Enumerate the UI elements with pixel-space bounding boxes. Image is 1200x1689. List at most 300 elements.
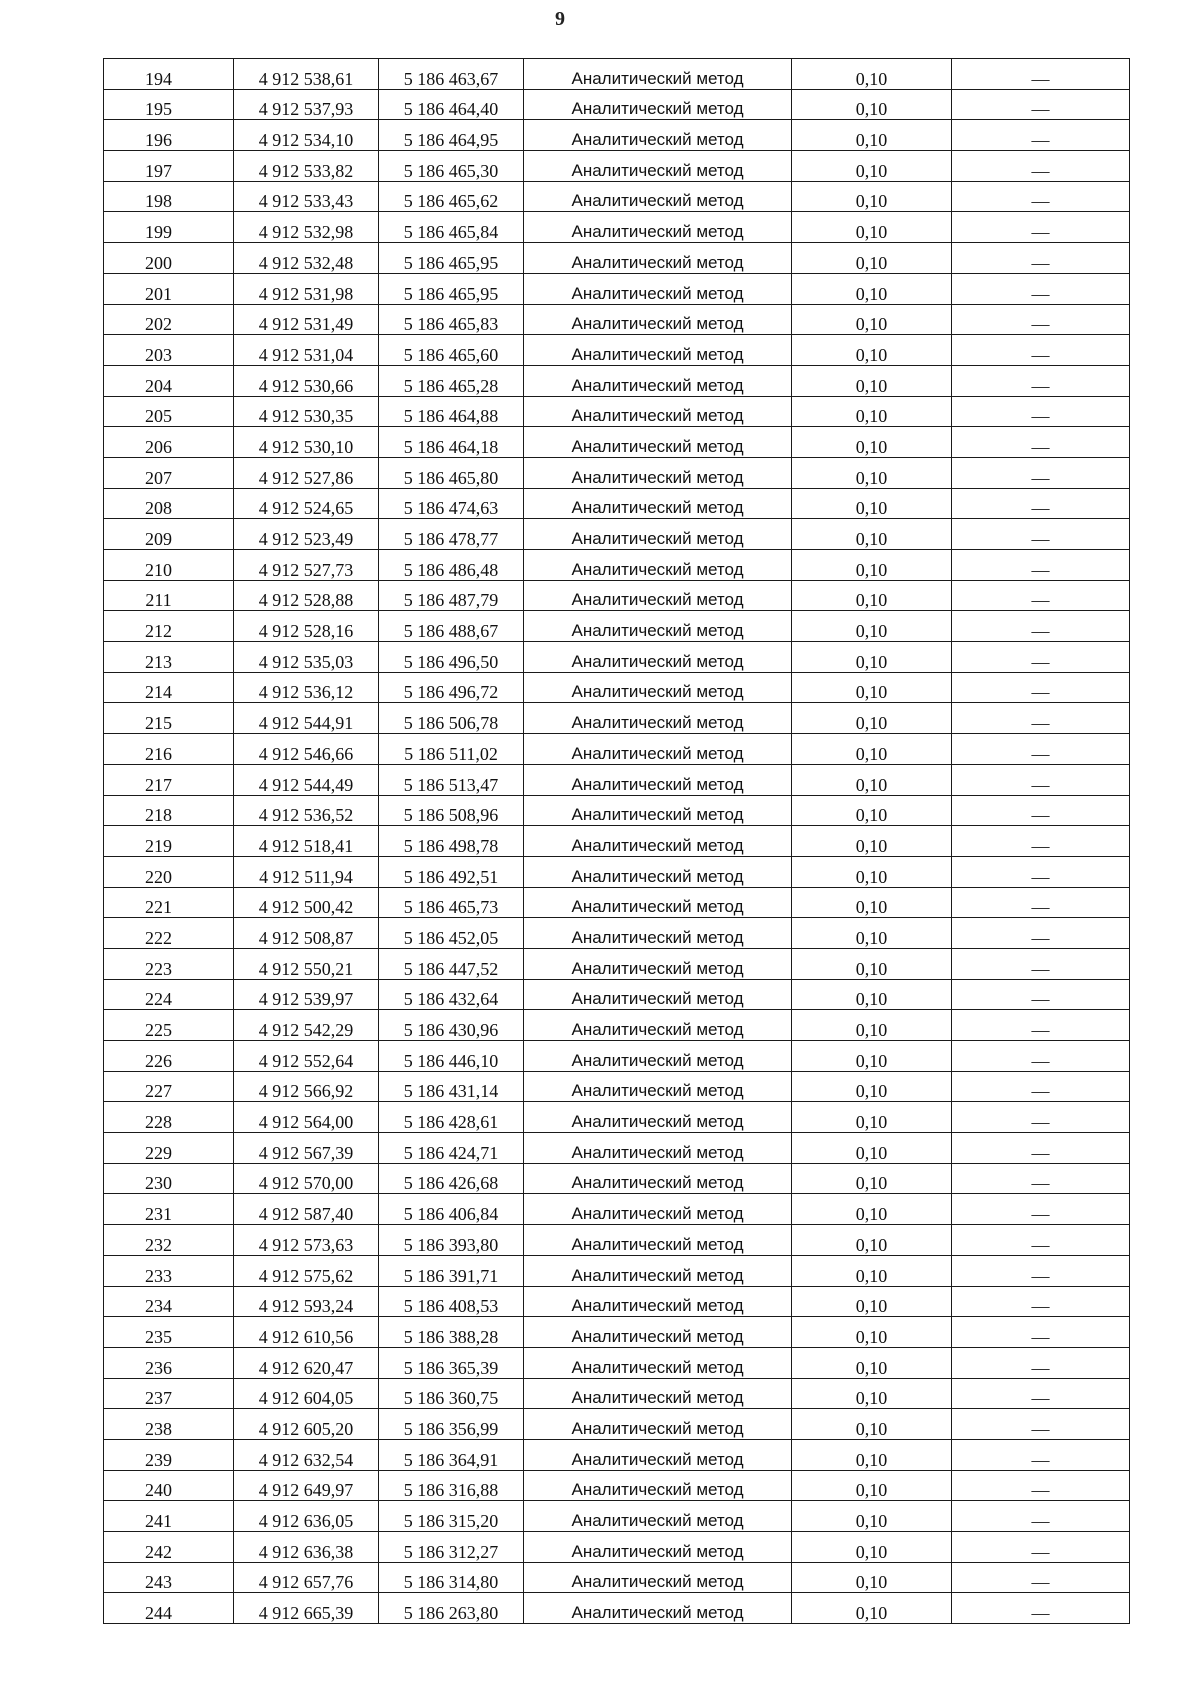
accuracy-cell: 0,10 — [792, 181, 952, 212]
method-cell: Аналитический метод — [524, 335, 792, 366]
point-number-cell: 231 — [104, 1194, 234, 1225]
table-row — [104, 918, 1130, 949]
accuracy-cell: 0,10 — [792, 826, 952, 857]
extra-cell: — — [952, 1593, 1130, 1624]
x-coordinate-cell: 4 912 532,98 — [234, 212, 379, 243]
extra-cell: — — [952, 1163, 1130, 1194]
point-number-cell: 227 — [104, 1071, 234, 1102]
point-number-cell: 244 — [104, 1593, 234, 1624]
method-cell: Аналитический метод — [524, 795, 792, 826]
accuracy-cell: 0,10 — [792, 365, 952, 396]
extra-cell: — — [952, 273, 1130, 304]
table-row — [104, 1562, 1130, 1593]
table-row — [104, 1194, 1130, 1225]
x-coordinate-cell: 4 912 528,16 — [234, 611, 379, 642]
extra-cell: — — [952, 611, 1130, 642]
extra-cell: — — [952, 1378, 1130, 1409]
point-number-cell: 204 — [104, 365, 234, 396]
y-coordinate-cell: 5 186 360,75 — [379, 1378, 524, 1409]
y-coordinate-cell: 5 186 465,62 — [379, 181, 524, 212]
table-row — [104, 550, 1130, 581]
y-coordinate-cell: 5 186 465,83 — [379, 304, 524, 335]
table-row — [104, 611, 1130, 642]
method-cell: Аналитический метод — [524, 304, 792, 335]
method-cell: Аналитический метод — [524, 181, 792, 212]
extra-cell: — — [952, 457, 1130, 488]
point-number-cell: 206 — [104, 427, 234, 458]
table-row — [104, 1041, 1130, 1072]
x-coordinate-cell: 4 912 524,65 — [234, 488, 379, 519]
method-cell: Аналитический метод — [524, 59, 792, 90]
point-number-cell: 217 — [104, 764, 234, 795]
x-coordinate-cell: 4 912 575,62 — [234, 1255, 379, 1286]
point-number-cell: 197 — [104, 151, 234, 182]
method-cell: Аналитический метод — [524, 1255, 792, 1286]
table-row — [104, 856, 1130, 887]
x-coordinate-cell: 4 912 566,92 — [234, 1071, 379, 1102]
extra-cell: — — [952, 979, 1130, 1010]
extra-cell: — — [952, 89, 1130, 120]
extra-cell: — — [952, 396, 1130, 427]
page-number: 9 — [555, 8, 565, 30]
point-number-cell: 225 — [104, 1010, 234, 1041]
extra-cell: — — [952, 212, 1130, 243]
y-coordinate-cell: 5 186 511,02 — [379, 734, 524, 765]
point-number-cell: 240 — [104, 1470, 234, 1501]
method-cell: Аналитический метод — [524, 1347, 792, 1378]
accuracy-cell: 0,10 — [792, 1470, 952, 1501]
point-number-cell: 224 — [104, 979, 234, 1010]
x-coordinate-cell: 4 912 546,66 — [234, 734, 379, 765]
accuracy-cell: 0,10 — [792, 550, 952, 581]
y-coordinate-cell: 5 186 464,40 — [379, 89, 524, 120]
y-coordinate-cell: 5 186 446,10 — [379, 1041, 524, 1072]
table-row — [104, 1071, 1130, 1102]
x-coordinate-cell: 4 912 573,63 — [234, 1225, 379, 1256]
accuracy-cell: 0,10 — [792, 1010, 952, 1041]
extra-cell: — — [952, 1317, 1130, 1348]
extra-cell: — — [952, 703, 1130, 734]
x-coordinate-cell: 4 912 593,24 — [234, 1286, 379, 1317]
point-number-cell: 228 — [104, 1102, 234, 1133]
table-row — [104, 1286, 1130, 1317]
table-row — [104, 243, 1130, 274]
accuracy-cell: 0,10 — [792, 1532, 952, 1563]
method-cell: Аналитический метод — [524, 887, 792, 918]
y-coordinate-cell: 5 186 464,88 — [379, 396, 524, 427]
x-coordinate-cell: 4 912 527,86 — [234, 457, 379, 488]
y-coordinate-cell: 5 186 508,96 — [379, 795, 524, 826]
x-coordinate-cell: 4 912 605,20 — [234, 1409, 379, 1440]
extra-cell: — — [952, 1409, 1130, 1440]
extra-cell: — — [952, 59, 1130, 90]
y-coordinate-cell: 5 186 393,80 — [379, 1225, 524, 1256]
accuracy-cell: 0,10 — [792, 734, 952, 765]
method-cell: Аналитический метод — [524, 1593, 792, 1624]
point-number-cell: 222 — [104, 918, 234, 949]
x-coordinate-cell: 4 912 511,94 — [234, 856, 379, 887]
y-coordinate-cell: 5 186 356,99 — [379, 1409, 524, 1440]
y-coordinate-cell: 5 186 492,51 — [379, 856, 524, 887]
y-coordinate-cell: 5 186 464,95 — [379, 120, 524, 151]
extra-cell: — — [952, 826, 1130, 857]
point-number-cell: 232 — [104, 1225, 234, 1256]
x-coordinate-cell: 4 912 632,54 — [234, 1439, 379, 1470]
extra-cell: — — [952, 1102, 1130, 1133]
method-cell: Аналитический метод — [524, 120, 792, 151]
x-coordinate-cell: 4 912 528,88 — [234, 580, 379, 611]
accuracy-cell: 0,10 — [792, 1225, 952, 1256]
point-number-cell: 208 — [104, 488, 234, 519]
accuracy-cell: 0,10 — [792, 580, 952, 611]
table-row — [104, 1501, 1130, 1532]
point-number-cell: 243 — [104, 1562, 234, 1593]
method-cell: Аналитический метод — [524, 488, 792, 519]
accuracy-cell: 0,10 — [792, 212, 952, 243]
point-number-cell: 219 — [104, 826, 234, 857]
accuracy-cell: 0,10 — [792, 120, 952, 151]
method-cell: Аналитический метод — [524, 396, 792, 427]
y-coordinate-cell: 5 186 430,96 — [379, 1010, 524, 1041]
extra-cell: — — [952, 1133, 1130, 1164]
point-number-cell: 201 — [104, 273, 234, 304]
x-coordinate-cell: 4 912 531,04 — [234, 335, 379, 366]
x-coordinate-cell: 4 912 531,98 — [234, 273, 379, 304]
extra-cell: — — [952, 642, 1130, 673]
table-row — [104, 427, 1130, 458]
accuracy-cell: 0,10 — [792, 1439, 952, 1470]
x-coordinate-cell: 4 912 567,39 — [234, 1133, 379, 1164]
point-number-cell: 211 — [104, 580, 234, 611]
table-row — [104, 1593, 1130, 1624]
method-cell: Аналитический метод — [524, 1470, 792, 1501]
point-number-cell: 237 — [104, 1378, 234, 1409]
y-coordinate-cell: 5 186 432,64 — [379, 979, 524, 1010]
method-cell: Аналитический метод — [524, 611, 792, 642]
extra-cell: — — [952, 1347, 1130, 1378]
accuracy-cell: 0,10 — [792, 1255, 952, 1286]
extra-cell: — — [952, 304, 1130, 335]
x-coordinate-cell: 4 912 552,64 — [234, 1041, 379, 1072]
method-cell: Аналитический метод — [524, 1010, 792, 1041]
x-coordinate-cell: 4 912 610,56 — [234, 1317, 379, 1348]
x-coordinate-cell: 4 912 518,41 — [234, 826, 379, 857]
point-number-cell: 214 — [104, 672, 234, 703]
point-number-cell: 215 — [104, 703, 234, 734]
accuracy-cell: 0,10 — [792, 887, 952, 918]
point-number-cell: 199 — [104, 212, 234, 243]
point-number-cell: 233 — [104, 1255, 234, 1286]
point-number-cell: 194 — [104, 59, 234, 90]
table-row — [104, 1378, 1130, 1409]
method-cell: Аналитический метод — [524, 365, 792, 396]
x-coordinate-cell: 4 912 530,66 — [234, 365, 379, 396]
extra-cell: — — [952, 120, 1130, 151]
x-coordinate-cell: 4 912 533,82 — [234, 151, 379, 182]
extra-cell: — — [952, 1286, 1130, 1317]
point-number-cell: 210 — [104, 550, 234, 581]
extra-cell: — — [952, 243, 1130, 274]
table-row — [104, 580, 1130, 611]
extra-cell: — — [952, 1470, 1130, 1501]
accuracy-cell: 0,10 — [792, 795, 952, 826]
table-row — [104, 1347, 1130, 1378]
accuracy-cell: 0,10 — [792, 273, 952, 304]
x-coordinate-cell: 4 912 570,00 — [234, 1163, 379, 1194]
table-row — [104, 948, 1130, 979]
method-cell: Аналитический метод — [524, 1133, 792, 1164]
x-coordinate-cell: 4 912 620,47 — [234, 1347, 379, 1378]
point-number-cell: 195 — [104, 89, 234, 120]
method-cell: Аналитический метод — [524, 89, 792, 120]
table-row — [104, 1317, 1130, 1348]
y-coordinate-cell: 5 186 478,77 — [379, 519, 524, 550]
accuracy-cell: 0,10 — [792, 304, 952, 335]
accuracy-cell: 0,10 — [792, 1378, 952, 1409]
point-number-cell: 234 — [104, 1286, 234, 1317]
point-number-cell: 223 — [104, 948, 234, 979]
accuracy-cell: 0,10 — [792, 519, 952, 550]
x-coordinate-cell: 4 912 544,91 — [234, 703, 379, 734]
accuracy-cell: 0,10 — [792, 151, 952, 182]
point-number-cell: 196 — [104, 120, 234, 151]
point-number-cell: 241 — [104, 1501, 234, 1532]
accuracy-cell: 0,10 — [792, 1071, 952, 1102]
point-number-cell: 212 — [104, 611, 234, 642]
point-number-cell: 235 — [104, 1317, 234, 1348]
table-row — [104, 672, 1130, 703]
y-coordinate-cell: 5 186 428,61 — [379, 1102, 524, 1133]
accuracy-cell: 0,10 — [792, 856, 952, 887]
method-cell: Аналитический метод — [524, 550, 792, 581]
y-coordinate-cell: 5 186 465,28 — [379, 365, 524, 396]
extra-cell: — — [952, 1255, 1130, 1286]
method-cell: Аналитический метод — [524, 212, 792, 243]
point-number-cell: 236 — [104, 1347, 234, 1378]
method-cell: Аналитический метод — [524, 1501, 792, 1532]
x-coordinate-cell: 4 912 536,12 — [234, 672, 379, 703]
method-cell: Аналитический метод — [524, 1409, 792, 1440]
method-cell: Аналитический метод — [524, 243, 792, 274]
accuracy-cell: 0,10 — [792, 948, 952, 979]
accuracy-cell: 0,10 — [792, 1409, 952, 1440]
x-coordinate-cell: 4 912 542,29 — [234, 1010, 379, 1041]
y-coordinate-cell: 5 186 408,53 — [379, 1286, 524, 1317]
table-row — [104, 365, 1130, 396]
y-coordinate-cell: 5 186 312,27 — [379, 1532, 524, 1563]
table-row — [104, 212, 1130, 243]
x-coordinate-cell: 4 912 636,38 — [234, 1532, 379, 1563]
accuracy-cell: 0,10 — [792, 1163, 952, 1194]
accuracy-cell: 0,10 — [792, 1102, 952, 1133]
point-number-cell: 216 — [104, 734, 234, 765]
y-coordinate-cell: 5 186 426,68 — [379, 1163, 524, 1194]
extra-cell: — — [952, 181, 1130, 212]
x-coordinate-cell: 4 912 531,49 — [234, 304, 379, 335]
accuracy-cell: 0,10 — [792, 979, 952, 1010]
extra-cell: — — [952, 488, 1130, 519]
y-coordinate-cell: 5 186 496,72 — [379, 672, 524, 703]
x-coordinate-cell: 4 912 533,43 — [234, 181, 379, 212]
method-cell: Аналитический метод — [524, 1378, 792, 1409]
extra-cell: — — [952, 918, 1130, 949]
table-row — [104, 273, 1130, 304]
table-row — [104, 1439, 1130, 1470]
x-coordinate-cell: 4 912 530,10 — [234, 427, 379, 458]
point-number-cell: 213 — [104, 642, 234, 673]
y-coordinate-cell: 5 186 365,39 — [379, 1347, 524, 1378]
y-coordinate-cell: 5 186 465,80 — [379, 457, 524, 488]
table-row — [104, 120, 1130, 151]
table-row — [104, 396, 1130, 427]
method-cell: Аналитический метод — [524, 979, 792, 1010]
y-coordinate-cell: 5 186 424,71 — [379, 1133, 524, 1164]
point-number-cell: 198 — [104, 181, 234, 212]
table-row — [104, 1409, 1130, 1440]
x-coordinate-cell: 4 912 530,35 — [234, 396, 379, 427]
method-cell: Аналитический метод — [524, 1562, 792, 1593]
method-cell: Аналитический метод — [524, 856, 792, 887]
extra-cell: — — [952, 519, 1130, 550]
x-coordinate-cell: 4 912 539,97 — [234, 979, 379, 1010]
extra-cell: — — [952, 550, 1130, 581]
accuracy-cell: 0,10 — [792, 59, 952, 90]
table-row — [104, 1225, 1130, 1256]
table-row — [104, 1010, 1130, 1041]
table-row — [104, 488, 1130, 519]
y-coordinate-cell: 5 186 486,48 — [379, 550, 524, 581]
table-row — [104, 151, 1130, 182]
accuracy-cell: 0,10 — [792, 611, 952, 642]
point-number-cell: 203 — [104, 335, 234, 366]
accuracy-cell: 0,10 — [792, 1593, 952, 1624]
extra-cell: — — [952, 365, 1130, 396]
accuracy-cell: 0,10 — [792, 918, 952, 949]
x-coordinate-cell: 4 912 508,87 — [234, 918, 379, 949]
method-cell: Аналитический метод — [524, 826, 792, 857]
extra-cell: — — [952, 1501, 1130, 1532]
y-coordinate-cell: 5 186 474,63 — [379, 488, 524, 519]
method-cell: Аналитический метод — [524, 1532, 792, 1563]
accuracy-cell: 0,10 — [792, 243, 952, 274]
table-row — [104, 304, 1130, 335]
point-number-cell: 207 — [104, 457, 234, 488]
point-number-cell: 226 — [104, 1041, 234, 1072]
extra-cell: — — [952, 580, 1130, 611]
y-coordinate-cell: 5 186 364,91 — [379, 1439, 524, 1470]
accuracy-cell: 0,10 — [792, 703, 952, 734]
table-body — [104, 59, 1130, 1624]
y-coordinate-cell: 5 186 487,79 — [379, 580, 524, 611]
extra-cell: — — [952, 1010, 1130, 1041]
point-number-cell: 202 — [104, 304, 234, 335]
table-row — [104, 1102, 1130, 1133]
x-coordinate-cell: 4 912 587,40 — [234, 1194, 379, 1225]
table-row — [104, 979, 1130, 1010]
method-cell: Аналитический метод — [524, 672, 792, 703]
accuracy-cell: 0,10 — [792, 1133, 952, 1164]
method-cell: Аналитический метод — [524, 1071, 792, 1102]
table-row — [104, 795, 1130, 826]
y-coordinate-cell: 5 186 388,28 — [379, 1317, 524, 1348]
extra-cell: — — [952, 427, 1130, 458]
y-coordinate-cell: 5 186 463,67 — [379, 59, 524, 90]
point-number-cell: 238 — [104, 1409, 234, 1440]
method-cell: Аналитический метод — [524, 427, 792, 458]
accuracy-cell: 0,10 — [792, 1347, 952, 1378]
x-coordinate-cell: 4 912 532,48 — [234, 243, 379, 274]
table-row — [104, 1133, 1130, 1164]
extra-cell: — — [952, 672, 1130, 703]
method-cell: Аналитический метод — [524, 734, 792, 765]
y-coordinate-cell: 5 186 498,78 — [379, 826, 524, 857]
point-number-cell: 200 — [104, 243, 234, 274]
extra-cell: — — [952, 1532, 1130, 1563]
y-coordinate-cell: 5 186 506,78 — [379, 703, 524, 734]
y-coordinate-cell: 5 186 465,95 — [379, 273, 524, 304]
method-cell: Аналитический метод — [524, 580, 792, 611]
table-row — [104, 642, 1130, 673]
x-coordinate-cell: 4 912 544,49 — [234, 764, 379, 795]
extra-cell: — — [952, 1439, 1130, 1470]
method-cell: Аналитический метод — [524, 764, 792, 795]
method-cell: Аналитический метод — [524, 519, 792, 550]
x-coordinate-cell: 4 912 649,97 — [234, 1470, 379, 1501]
y-coordinate-cell: 5 186 496,50 — [379, 642, 524, 673]
table-row — [104, 703, 1130, 734]
point-number-cell: 218 — [104, 795, 234, 826]
method-cell: Аналитический метод — [524, 151, 792, 182]
extra-cell: — — [952, 734, 1130, 765]
y-coordinate-cell: 5 186 465,60 — [379, 335, 524, 366]
x-coordinate-cell: 4 912 527,73 — [234, 550, 379, 581]
y-coordinate-cell: 5 186 263,80 — [379, 1593, 524, 1624]
table-row — [104, 764, 1130, 795]
accuracy-cell: 0,10 — [792, 427, 952, 458]
y-coordinate-cell: 5 186 513,47 — [379, 764, 524, 795]
extra-cell: — — [952, 1194, 1130, 1225]
y-coordinate-cell: 5 186 406,84 — [379, 1194, 524, 1225]
point-number-cell: 242 — [104, 1532, 234, 1563]
x-coordinate-cell: 4 912 537,93 — [234, 89, 379, 120]
y-coordinate-cell: 5 186 464,18 — [379, 427, 524, 458]
y-coordinate-cell: 5 186 447,52 — [379, 948, 524, 979]
x-coordinate-cell: 4 912 536,52 — [234, 795, 379, 826]
x-coordinate-cell: 4 912 500,42 — [234, 887, 379, 918]
accuracy-cell: 0,10 — [792, 764, 952, 795]
table-row — [104, 181, 1130, 212]
table-row — [104, 826, 1130, 857]
accuracy-cell: 0,10 — [792, 1501, 952, 1532]
x-coordinate-cell: 4 912 665,39 — [234, 1593, 379, 1624]
extra-cell: — — [952, 948, 1130, 979]
y-coordinate-cell: 5 186 314,80 — [379, 1562, 524, 1593]
point-number-cell: 209 — [104, 519, 234, 550]
extra-cell: — — [952, 151, 1130, 182]
point-number-cell: 239 — [104, 1439, 234, 1470]
x-coordinate-cell: 4 912 636,05 — [234, 1501, 379, 1532]
coordinates-table — [103, 58, 1130, 1624]
y-coordinate-cell: 5 186 452,05 — [379, 918, 524, 949]
y-coordinate-cell: 5 186 465,30 — [379, 151, 524, 182]
method-cell: Аналитический метод — [524, 918, 792, 949]
extra-cell: — — [952, 795, 1130, 826]
x-coordinate-cell: 4 912 604,05 — [234, 1378, 379, 1409]
extra-cell: — — [952, 1225, 1130, 1256]
accuracy-cell: 0,10 — [792, 89, 952, 120]
point-number-cell: 220 — [104, 856, 234, 887]
extra-cell: — — [952, 1041, 1130, 1072]
